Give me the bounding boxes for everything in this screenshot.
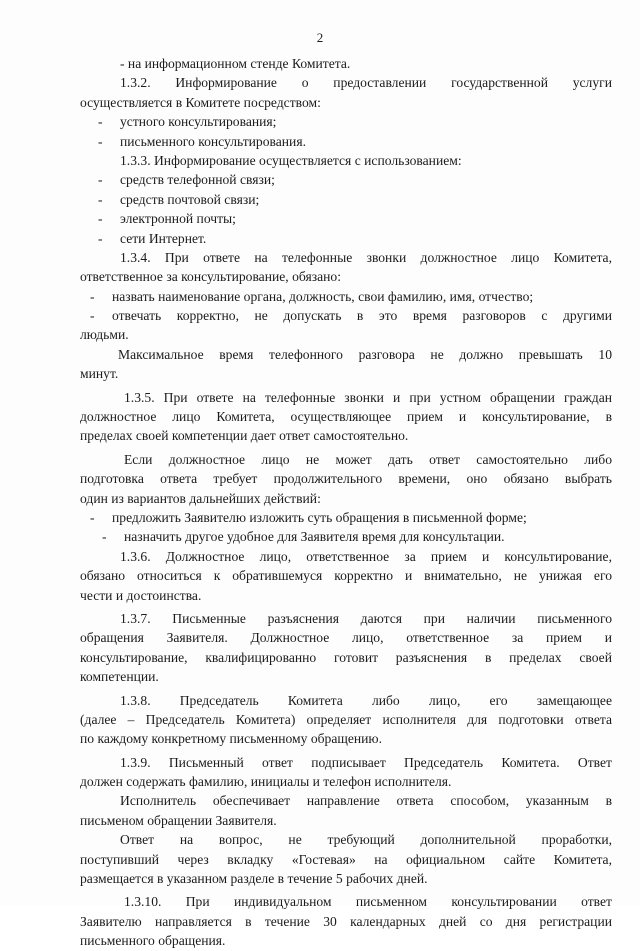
section-1-3-4-line: 1.3.4. При ответе на телефонные звонки должностное лицо Комитета,	[120, 249, 612, 265]
section-1-3-8-line: 1.3.8. Председатель Комитета либо лицо, его замещающее	[120, 692, 612, 708]
list-item: - назвать наименование органа, должность, свои фамилию, имя, отчество;	[90, 288, 534, 304]
text-line: по каждому конкретному письменному обращению.	[80, 731, 382, 747]
text-line: Заявителю направляется в течение 30 календарных дней со дня регистрации	[80, 913, 612, 929]
section-1-3-3-line: 1.3.3. Информирование осуществляется с использованием:	[120, 152, 462, 168]
list-item: - устного консультирования;	[98, 114, 277, 130]
text-line: - на информационном стенде Комитета.	[120, 56, 351, 71]
section-1-3-6-line: 1.3.6. Должностное лицо, ответственное за прием и консультирование,	[120, 548, 612, 564]
page-number: 2	[316, 30, 324, 45]
text-line: консультирование, квалифицированно готовит разъяснения в пределах своей	[80, 649, 612, 665]
text-line: пределах своей компетенции дает ответ самостоятельно.	[80, 428, 409, 444]
text-line: (далее – Председатель Комитета) определяет исполнителя для подготовки ответа	[80, 711, 612, 727]
text-line: обязано относиться к обратившемуся корректно и внимательно, не унижая его	[80, 568, 612, 584]
text-line: ответственное за консультирование, обязано:	[80, 269, 341, 285]
text-line: письменного обращения.	[80, 933, 226, 949]
text-line: должностное лицо Комитета, осуществляющее прием и консультирование, в	[80, 409, 612, 425]
list-item: - средств почтовой связи;	[98, 191, 260, 207]
text-line: осуществляется в Комитете посредством:	[80, 94, 321, 110]
text-line: Если должностное лицо не может дать ответ самостоятельно либо	[124, 451, 612, 467]
text-line: должен содержать фамилию, инициалы и телефон исполнителя.	[80, 774, 452, 790]
text-line: обращения Заявителя. Должностное лицо, ответственное за прием и	[80, 630, 612, 646]
section-1-3-9-line: 1.3.9. Письменный ответ подписывает Председатель Комитета. Ответ	[120, 754, 612, 770]
text-line: Ответ на вопрос, не требующий дополнительной проработки,	[120, 832, 612, 848]
list-item: - предложить Заявителю изложить суть обращения в письменной форме;	[90, 509, 527, 525]
list-item: - сети Интернет.	[98, 230, 207, 246]
section-1-3-2-line: 1.3.2. Информирование о предоставлении государственной услуги	[120, 75, 612, 91]
text-line: подготовка ответа требует продолжительного времени, оно обязано выбрать	[80, 471, 612, 487]
text-line: компетенции.	[80, 669, 159, 685]
list-item: - средств телефонной связи;	[98, 172, 275, 188]
text-line: Исполнитель обеспечивает направление ответа способом, указанным в	[120, 793, 612, 809]
document-body	[80, 54, 612, 951]
section-1-3-10-line: 1.3.10. При индивидуальном письменном консультировании ответ	[124, 894, 612, 910]
text-line: поступивший через вкладку «Гостевая» на официальном сайте Комитета,	[80, 851, 612, 867]
text-line: письменом обращении Заявителя.	[80, 812, 277, 828]
text-line: минут.	[80, 366, 119, 382]
text-line: чести и достоинства.	[80, 587, 202, 603]
section-1-3-7-line: 1.3.7. Письменные разъяснения даются при наличии письменного	[120, 610, 612, 626]
text-line: размещается в указанном разделе в течение 5 рабочих дней.	[80, 871, 428, 887]
list-item: - назначить другое удобное для Заявителя время для консультации.	[102, 529, 505, 545]
text-line: людьми.	[80, 327, 129, 343]
text-line: Максимальное время телефонного разговора не должно превышать 10	[118, 346, 612, 362]
list-item: - электронной почты;	[98, 211, 236, 227]
section-1-3-5-line: 1.3.5. При ответе на телефонные звонки и при устном обращении граждан	[124, 389, 612, 405]
text-line: один из вариантов дальнейших действий:	[80, 490, 321, 506]
list-item: - отвечать корректно, не допускать в это время разговоров с другими	[90, 308, 612, 324]
list-item: - письменного консультирования.	[98, 133, 306, 149]
